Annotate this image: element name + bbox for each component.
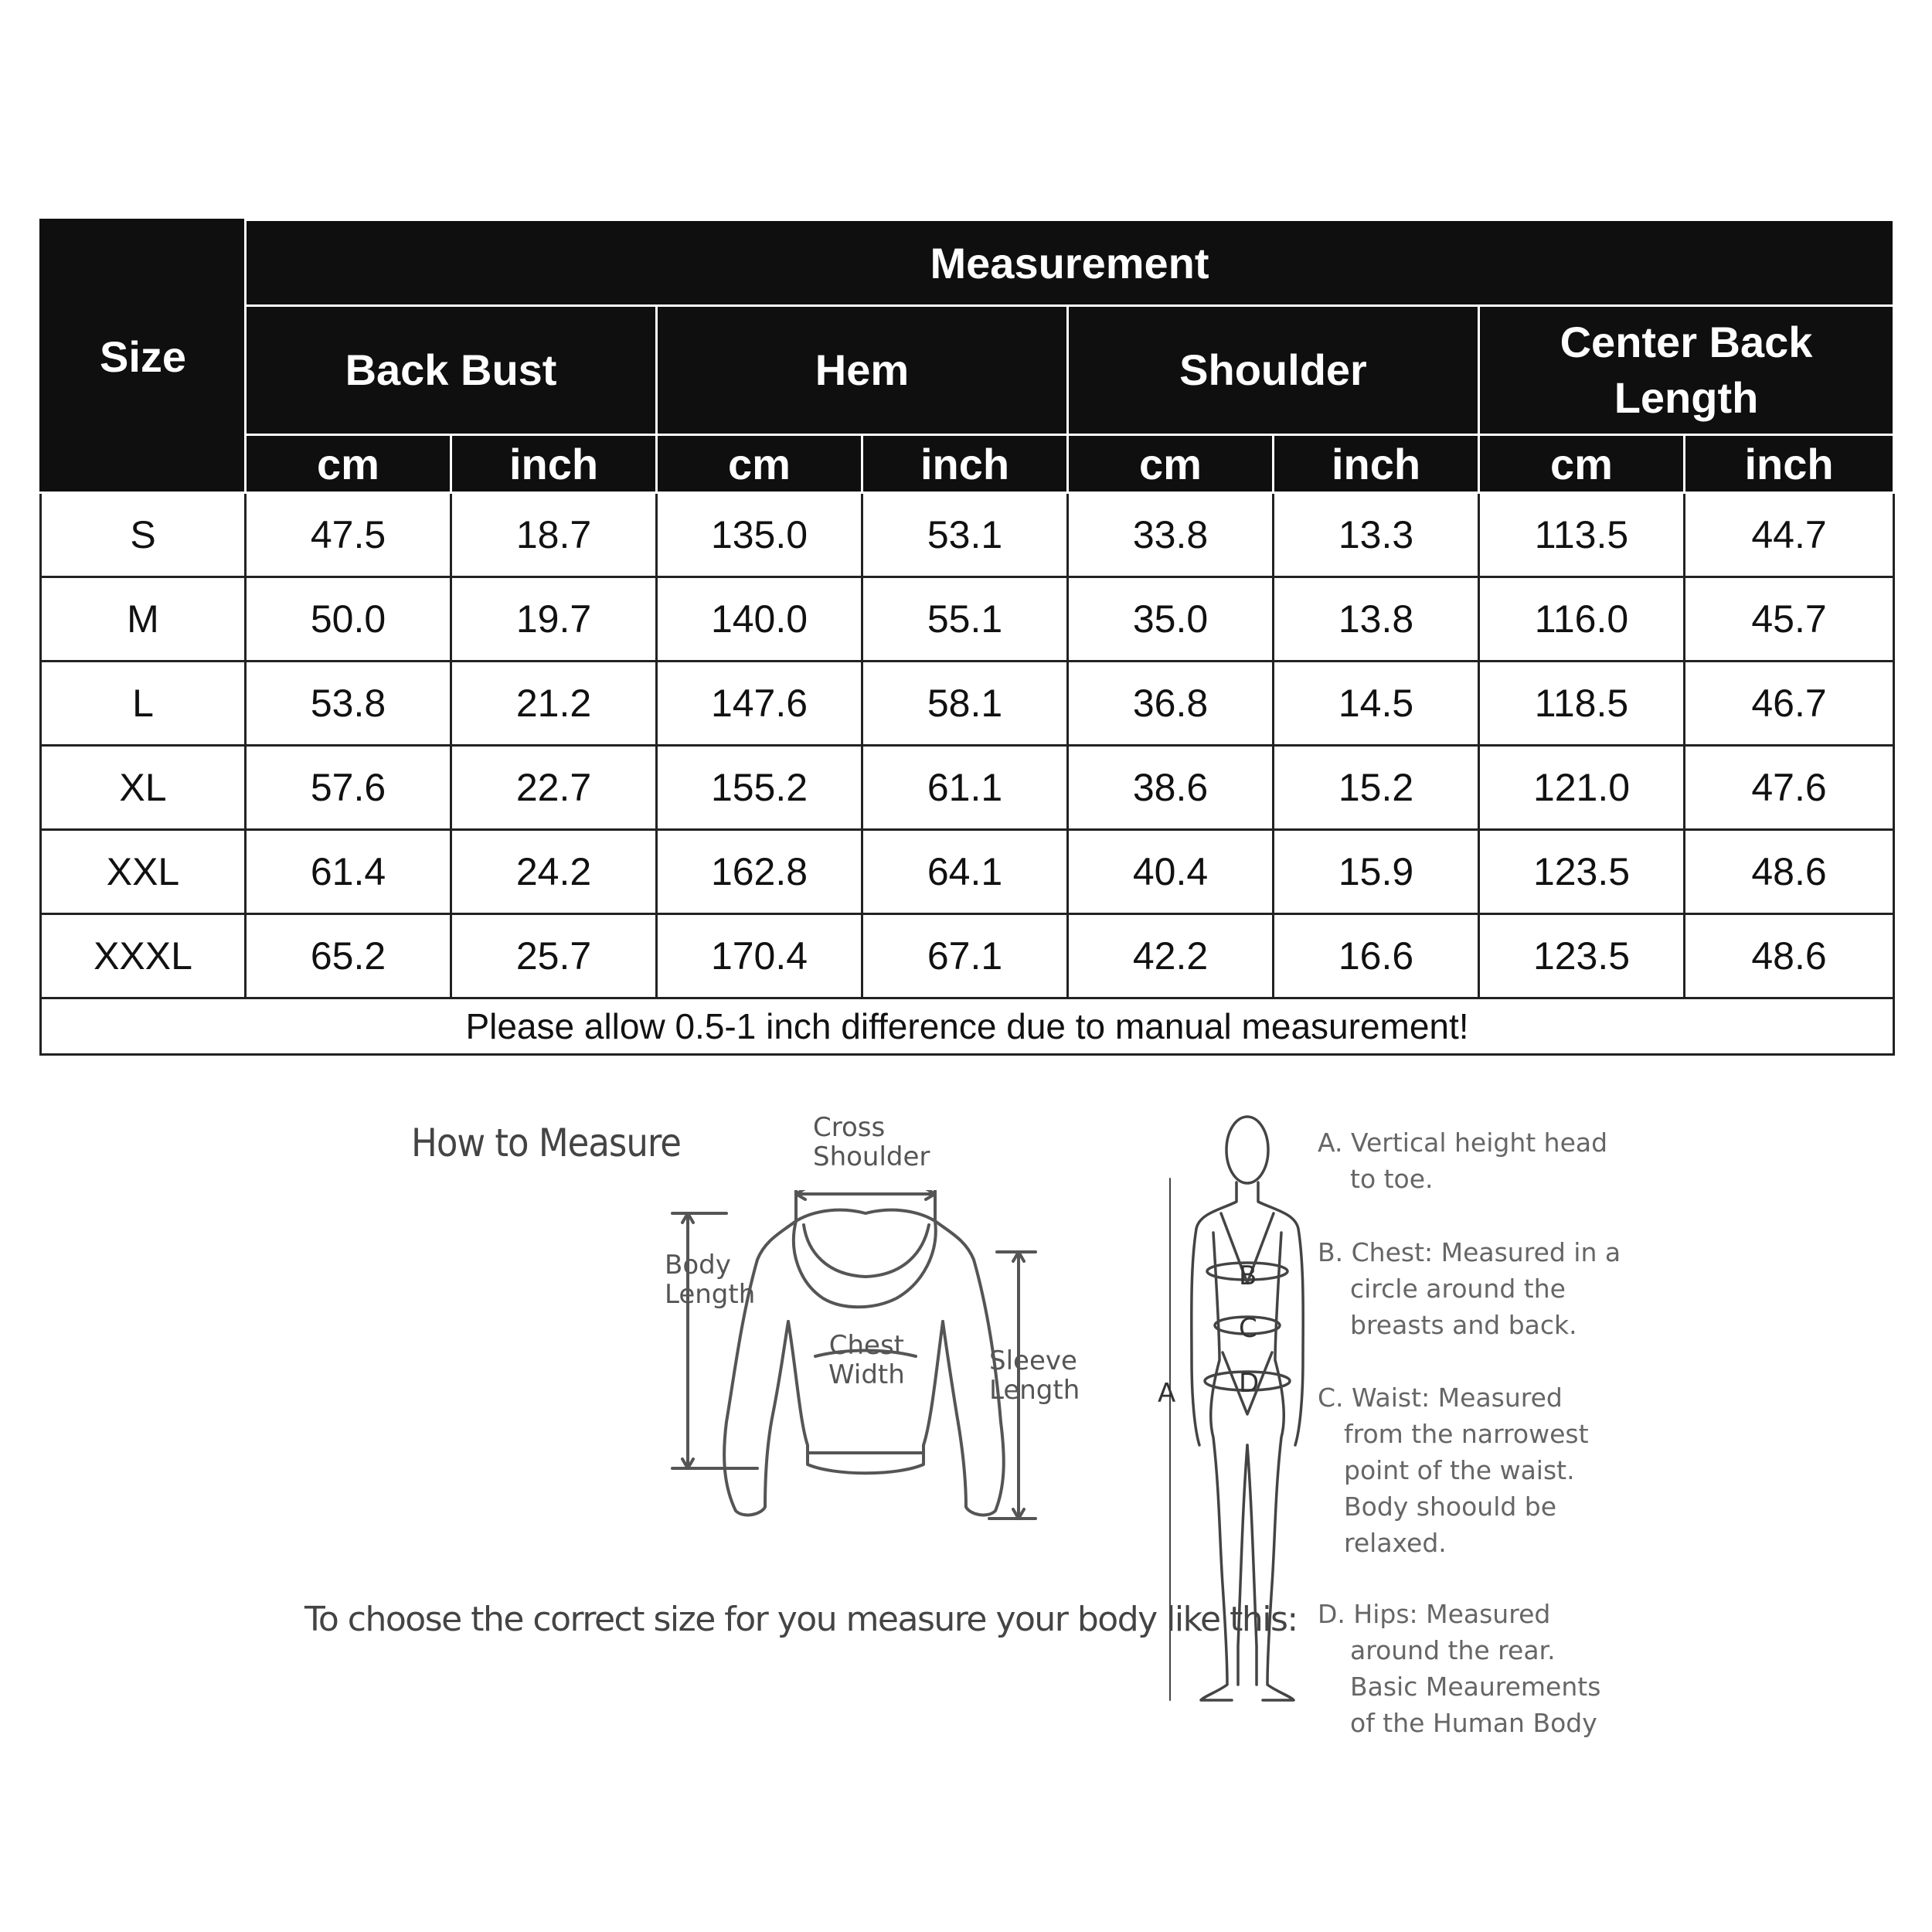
unit-header: inch xyxy=(451,435,657,493)
group-header-shoulder: Shoulder xyxy=(1068,306,1479,435)
value-cell: 18.7 xyxy=(451,493,657,577)
value-cell: 61.4 xyxy=(246,830,451,914)
value-cell: 13.3 xyxy=(1274,493,1479,577)
value-cell: 47.6 xyxy=(1685,746,1894,830)
cross-shoulder-label-line: Cross xyxy=(813,1112,886,1143)
note-line: of the Human Body xyxy=(1350,1708,1597,1738)
body-length-label-line: Body xyxy=(665,1250,731,1281)
value-cell: 118.5 xyxy=(1479,662,1685,746)
note-line: from the narrowest xyxy=(1344,1419,1589,1449)
marker-a: A xyxy=(1158,1378,1176,1409)
table-row xyxy=(41,746,1894,830)
value-cell: 15.2 xyxy=(1274,746,1479,830)
value-cell: 113.5 xyxy=(1479,493,1685,577)
size-cell: L xyxy=(41,662,246,746)
value-cell: 44.7 xyxy=(1685,493,1894,577)
choose-size-instruction: To choose the correct size for you measure your body like this: xyxy=(304,1600,1298,1639)
value-cell: 48.6 xyxy=(1685,830,1894,914)
how-to-measure-title: How to Measure xyxy=(411,1121,681,1165)
sleeve-length-label-line: Sleeve xyxy=(989,1345,1077,1376)
value-cell: 15.9 xyxy=(1274,830,1479,914)
sleeve-length-label-line: Length xyxy=(989,1375,1080,1406)
value-cell: 35.0 xyxy=(1068,577,1274,662)
note-line: A. Vertical height head xyxy=(1318,1128,1608,1158)
value-cell: 25.7 xyxy=(451,914,657,998)
value-cell: 140.0 xyxy=(657,577,862,662)
value-cell: 53.8 xyxy=(246,662,451,746)
body-length-arrow xyxy=(672,1213,757,1468)
value-cell: 116.0 xyxy=(1479,577,1685,662)
value-cell: 45.7 xyxy=(1685,577,1894,662)
cross-shoulder-arrow xyxy=(796,1190,935,1221)
group-header-back-bust: Back Bust xyxy=(246,306,657,435)
value-cell: 65.2 xyxy=(246,914,451,998)
size-header: Size xyxy=(41,220,246,493)
value-cell: 46.7 xyxy=(1685,662,1894,746)
value-cell: 135.0 xyxy=(657,493,862,577)
unit-header: cm xyxy=(657,435,862,493)
chest-width-label-line: Width xyxy=(828,1359,905,1390)
note-line: D. Hips: Measured xyxy=(1318,1599,1551,1629)
value-cell: 50.0 xyxy=(246,577,451,662)
note-line: C. Waist: Measured xyxy=(1318,1383,1563,1413)
value-cell: 155.2 xyxy=(657,746,862,830)
value-cell: 170.4 xyxy=(657,914,862,998)
unit-header: cm xyxy=(246,435,451,493)
value-cell: 53.1 xyxy=(862,493,1068,577)
value-cell: 162.8 xyxy=(657,830,862,914)
value-cell: 48.6 xyxy=(1685,914,1894,998)
value-cell: 13.8 xyxy=(1274,577,1479,662)
value-cell: 57.6 xyxy=(246,746,451,830)
measurement-header: Measurement xyxy=(246,220,1894,306)
value-cell: 40.4 xyxy=(1068,830,1274,914)
note-line: to toe. xyxy=(1350,1164,1434,1194)
note-line: breasts and back. xyxy=(1350,1310,1577,1340)
sweater-outline xyxy=(724,1210,1004,1515)
value-cell: 121.0 xyxy=(1479,746,1685,830)
table-row xyxy=(41,662,1894,746)
size-cell: M xyxy=(41,577,246,662)
marker-b: B xyxy=(1239,1260,1257,1291)
value-cell: 19.7 xyxy=(451,577,657,662)
value-cell: 147.6 xyxy=(657,662,862,746)
value-cell: 67.1 xyxy=(862,914,1068,998)
value-cell: 24.2 xyxy=(451,830,657,914)
marker-c: C xyxy=(1239,1313,1257,1344)
note-d xyxy=(1318,1596,1642,1741)
marker-d: D xyxy=(1239,1368,1260,1399)
garment-diagram xyxy=(649,1190,1082,1530)
body-markers xyxy=(1158,1260,1259,1409)
note-line: circle around the xyxy=(1350,1274,1566,1304)
note-line: Basic Meaurements xyxy=(1350,1672,1601,1702)
size-cell: XL xyxy=(41,746,246,830)
table-row xyxy=(41,830,1894,914)
size-cell: XXL xyxy=(41,830,246,914)
note-a xyxy=(1318,1124,1642,1197)
value-cell: 38.6 xyxy=(1068,746,1274,830)
value-cell: 33.8 xyxy=(1068,493,1274,577)
table-row xyxy=(41,493,1894,577)
value-cell: 14.5 xyxy=(1274,662,1479,746)
value-cell: 16.6 xyxy=(1274,914,1479,998)
table-row xyxy=(41,914,1894,998)
value-cell: 22.7 xyxy=(451,746,657,830)
note-c xyxy=(1318,1379,1642,1561)
table-row xyxy=(41,577,1894,662)
size-chart-table xyxy=(39,219,1895,1056)
size-cell: S xyxy=(41,493,246,577)
note-line: point of the waist. xyxy=(1344,1455,1575,1485)
cross-shoulder-label xyxy=(813,1113,930,1172)
chest-width-label-line: Chest xyxy=(828,1330,905,1361)
note-b xyxy=(1318,1234,1642,1343)
value-cell: 55.1 xyxy=(862,577,1068,662)
size-cell: XXXL xyxy=(41,914,246,998)
note-line: around the rear. xyxy=(1350,1635,1556,1665)
unit-header: inch xyxy=(1274,435,1479,493)
value-cell: 42.2 xyxy=(1068,914,1274,998)
note-line: Body shoould be xyxy=(1344,1492,1557,1522)
value-cell: 64.1 xyxy=(862,830,1068,914)
unit-header: cm xyxy=(1068,435,1274,493)
body-length-label-line: Length xyxy=(665,1279,756,1310)
value-cell: 47.5 xyxy=(246,493,451,577)
value-cell: 123.5 xyxy=(1479,914,1685,998)
note-line: relaxed. xyxy=(1344,1528,1447,1558)
table-footnote: Please allow 0.5-1 inch difference due to manual measurement! xyxy=(41,998,1894,1055)
value-cell: 36.8 xyxy=(1068,662,1274,746)
group-header-center-back-length: Center Back Length xyxy=(1479,306,1894,435)
unit-header: cm xyxy=(1479,435,1685,493)
unit-header: inch xyxy=(1685,435,1894,493)
value-cell: 21.2 xyxy=(451,662,657,746)
note-line: B. Chest: Measured in a xyxy=(1318,1237,1621,1267)
unit-header: inch xyxy=(862,435,1068,493)
value-cell: 61.1 xyxy=(862,746,1068,830)
size-rows xyxy=(41,493,1894,998)
value-cell: 58.1 xyxy=(862,662,1068,746)
group-header-hem: Hem xyxy=(657,306,1068,435)
cross-shoulder-label-line: Shoulder xyxy=(813,1141,930,1172)
value-cell: 123.5 xyxy=(1479,830,1685,914)
